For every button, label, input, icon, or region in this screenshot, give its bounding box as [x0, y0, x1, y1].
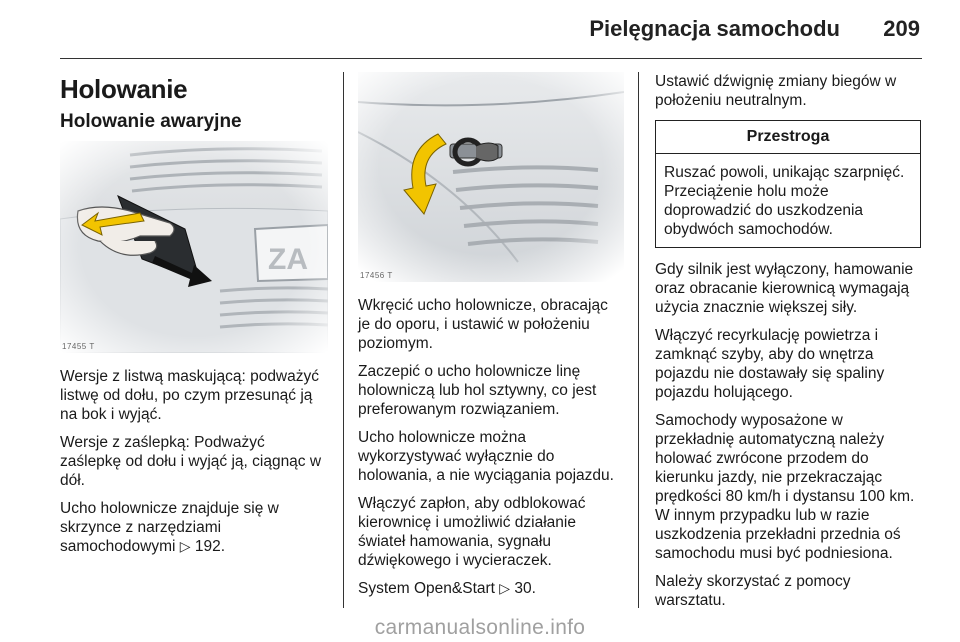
- paragraph-cross-reference: [358, 579, 624, 599]
- page-number: 209: [883, 16, 920, 41]
- paragraph: Ucho holownicze można wykorzystywać wyłącznie do holowania, a nie wyciągania pojazdu.: [358, 429, 614, 484]
- paragraph-text: System Open&Start: [358, 580, 495, 597]
- column-divider-2: [638, 72, 639, 608]
- paragraph-text: Ucho holownicze znajduje się w skrzynce z narzędziami samochodowymi: [60, 500, 279, 555]
- paragraph: Włączyć recyrkulację powietrza i zamknąć szyby, aby do wnętrza pojazdu nie dostawały się spaliny pojazdu holującego.: [655, 327, 885, 401]
- bumper-cover-illustration: [60, 141, 328, 353]
- figure-bumper-cover: [60, 141, 328, 353]
- subsection-title: Holowanie awaryjne: [60, 111, 242, 132]
- cross-reference-page[interactable]: 30.: [514, 580, 536, 597]
- cross-reference-arrow-icon: ▷: [179, 539, 191, 555]
- figure-code: 17455 T: [62, 342, 95, 351]
- paragraph: Zaczepić o ucho holownicze linę holowniczą lub hol sztywny, co jest preferowanym rozwiązaniem.: [358, 363, 597, 418]
- paragraph-cross-reference: [60, 499, 330, 557]
- paragraph: Wersje z zaślepką: Podważyć zaślepkę od dołu i wyjąć ją, ciągnąc w dół.: [60, 434, 322, 489]
- figure-towing-eye: [358, 72, 624, 282]
- paragraph: Samochody wyposażone w przekładnię automatyczną należy holować zwrócone przodem do kierunku jazdy, nie przekraczając prędkości 80 km/h i dystansu 100 km. W innym przypadku lub w razie uszkodzenia przekładni przednia oś samochodu musi być podniesiona.: [655, 412, 915, 562]
- towing-eye-illustration: [358, 72, 624, 282]
- right-column: [655, 72, 921, 619]
- paragraph: Wkręcić ucho holownicze, obracając je do oporu, i ustawić w położeniu poziomym.: [358, 297, 608, 352]
- paragraph: Wersje z listwą maskującą: podważyć listwę od dołu, po czym przesunąć ją na bok i wyjąć.: [60, 368, 319, 423]
- caution-box: [655, 120, 921, 248]
- left-column: [60, 72, 330, 566]
- caution-title: Przestroga: [656, 121, 920, 154]
- paragraph: Należy skorzystać z pomocy warsztatu.: [655, 573, 851, 609]
- caution-text: Ruszać powoli, unikając szarpnięć. Przeciążenie holu może doprowadzić do uszkodzenia obydwóch samochodów.: [664, 164, 905, 238]
- paragraph: Gdy silnik jest wyłączony, hamowanie oraz obracanie kierownicą wymagają użycia znacznie większej siły.: [655, 261, 914, 316]
- cross-reference-page[interactable]: 192.: [194, 538, 226, 555]
- header-divider: [60, 58, 922, 59]
- middle-column: [358, 72, 624, 608]
- figure-code: 17456 T: [360, 271, 393, 280]
- column-divider-1: [343, 72, 344, 608]
- page-header-title: Pielęgnacja samochodu: [589, 16, 840, 41]
- paragraph-intro: Ustawić dźwignię zmiany biegów w położeniu neutralnym.: [655, 73, 897, 109]
- paragraph: Włączyć zapłon, aby odblokować kierownicę i umożliwić działanie świateł hamowania, sygnału dźwiękowego i wycieraczek.: [358, 495, 586, 569]
- cross-reference-arrow-icon: ▷: [499, 581, 511, 597]
- section-title: Holowanie: [60, 74, 188, 104]
- watermark-text: carmanualsonline.info: [374, 616, 586, 639]
